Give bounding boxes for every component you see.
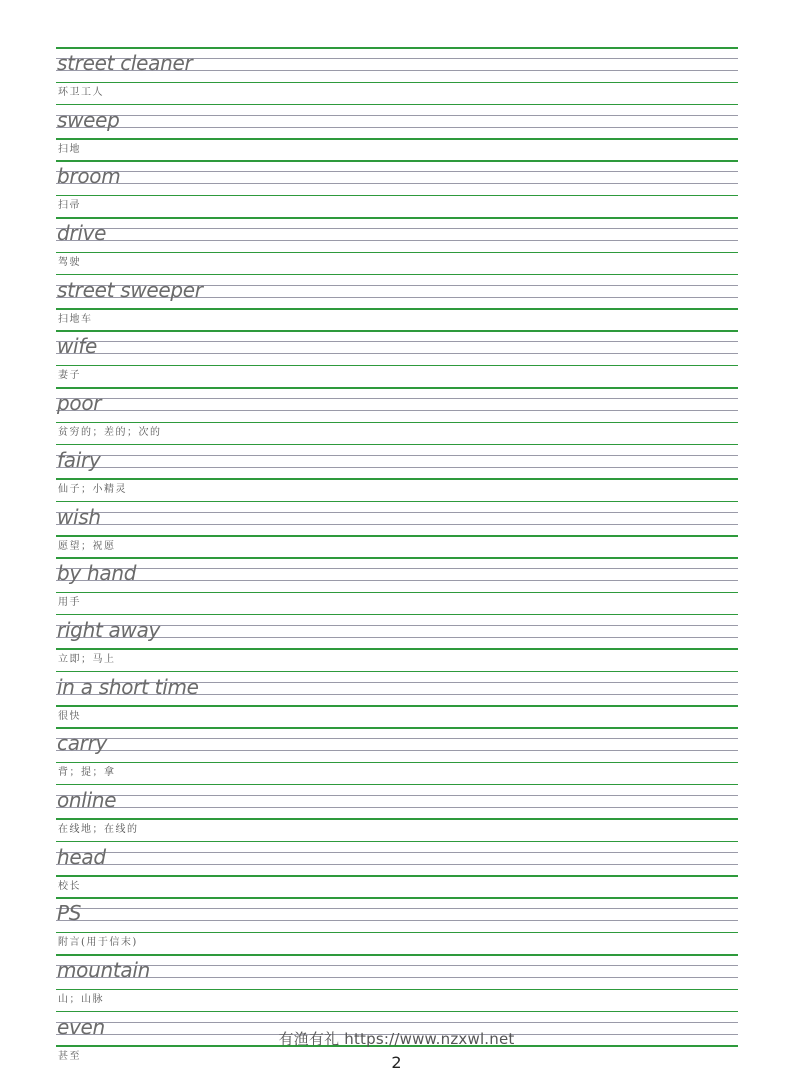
- writing-guide-lines: [56, 330, 738, 366]
- chinese-meaning: 山；山脉: [58, 994, 104, 1005]
- vocab-entry: [56, 160, 738, 217]
- vocab-entry: [56, 954, 738, 1011]
- guide-line-bottom: [56, 592, 738, 594]
- english-word: fairy: [57, 447, 101, 472]
- writing-guide-lines: [56, 784, 738, 820]
- guide-line-lower: [56, 864, 738, 865]
- guide-line-top: [56, 501, 738, 503]
- vocab-entry: [56, 671, 738, 728]
- guide-line-lower: [56, 410, 738, 411]
- watermark-text: 有渔有礼 https://www.nzxwl.net: [278, 1030, 515, 1048]
- guide-line-bottom: [56, 478, 738, 480]
- chinese-meaning: 立即；马上: [58, 653, 116, 665]
- guide-line-top: [56, 387, 738, 389]
- chinese-meaning: 校长: [58, 880, 81, 892]
- english-word: wish: [57, 504, 101, 529]
- writing-guide-lines: [56, 444, 738, 480]
- guide-line-upper: [56, 1022, 738, 1023]
- writing-guide-lines: [56, 897, 738, 933]
- guide-line-upper: [56, 115, 738, 116]
- chinese-meaning: 扫帚: [58, 200, 81, 212]
- guide-line-lower: [56, 467, 738, 468]
- page-number: 2: [391, 1053, 402, 1072]
- guide-line-top: [56, 217, 738, 219]
- guide-line-upper: [56, 795, 738, 796]
- english-word: street sweeper: [57, 277, 203, 302]
- chinese-meaning: 贫穷的；差的；次的: [58, 427, 162, 439]
- guide-line-top: [56, 47, 738, 49]
- vocab-entry: [56, 104, 738, 161]
- chinese-meaning: 扫地: [58, 143, 81, 155]
- chinese-meaning: 背；提；拿: [58, 767, 116, 779]
- chinese-meaning: 在线地；在线的: [58, 823, 139, 835]
- guide-line-bottom: [56, 762, 738, 764]
- vocab-entry: [56, 784, 738, 841]
- english-word: street cleaner: [57, 51, 193, 75]
- writing-guide-lines: [56, 501, 738, 537]
- guide-line-upper: [56, 738, 738, 739]
- guide-line-bottom: [56, 308, 738, 310]
- guide-line-top: [56, 1011, 738, 1013]
- chinese-meaning: 仙子；小精灵: [58, 483, 127, 495]
- vocab-entry: [56, 841, 738, 898]
- writing-guide-lines: [56, 841, 738, 877]
- guide-line-upper: [56, 171, 738, 172]
- guide-line-lower: [56, 183, 738, 184]
- chinese-meaning: 用手: [58, 597, 81, 609]
- vocab-entry: [56, 614, 738, 671]
- guide-line-lower: [56, 580, 738, 581]
- guide-line-bottom: [56, 195, 738, 197]
- guide-line-bottom: [56, 705, 738, 707]
- writing-guide-lines: [56, 954, 738, 990]
- chinese-meaning: 扫地车: [58, 313, 93, 325]
- guide-line-lower: [56, 353, 738, 354]
- vocabulary-sheet: [56, 47, 738, 1067]
- guide-line-bottom: [56, 818, 738, 820]
- guide-line-lower: [56, 127, 738, 128]
- guide-line-upper: [56, 341, 738, 342]
- guide-line-top: [56, 784, 738, 786]
- guide-line-bottom: [56, 138, 738, 140]
- guide-line-upper: [56, 852, 738, 853]
- english-word: mountain: [57, 958, 151, 982]
- guide-line-bottom: [56, 365, 738, 367]
- chinese-meaning: 甚至: [58, 1050, 81, 1062]
- guide-line-top: [56, 444, 738, 446]
- guide-line-bottom: [56, 422, 738, 424]
- guide-line-upper: [56, 398, 738, 399]
- english-word: even: [57, 1014, 105, 1039]
- chinese-meaning: 驾驶: [58, 257, 81, 269]
- chinese-meaning: 愿望；祝愿: [58, 540, 116, 552]
- guide-line-upper: [56, 568, 738, 569]
- vocab-entry: [56, 897, 738, 954]
- chinese-meaning: 环卫工人: [58, 87, 104, 98]
- writing-guide-lines: [56, 104, 738, 140]
- vocab-entry: [56, 387, 738, 444]
- guide-line-bottom: [56, 82, 738, 84]
- guide-line-upper: [56, 228, 738, 229]
- writing-guide-lines: [56, 387, 738, 423]
- chinese-meaning: 妻子: [58, 370, 81, 382]
- guide-line-lower: [56, 977, 738, 978]
- guide-line-upper: [56, 455, 738, 456]
- vocab-entry: [56, 274, 738, 331]
- chinese-meaning: 很快: [58, 710, 81, 722]
- guide-line-upper: [56, 908, 738, 909]
- vocab-entry: [56, 47, 738, 104]
- english-word: in a short time: [57, 674, 199, 699]
- english-word: drive: [57, 221, 107, 246]
- english-word: by hand: [57, 561, 137, 586]
- guide-line-lower: [56, 240, 738, 241]
- english-word: online: [57, 787, 117, 812]
- guide-line-bottom: [56, 648, 738, 650]
- guide-line-top: [56, 557, 738, 559]
- guide-line-top: [56, 897, 738, 899]
- guide-line-lower: [56, 524, 738, 525]
- guide-line-top: [56, 671, 738, 673]
- guide-line-top: [56, 330, 738, 332]
- writing-guide-lines: [56, 727, 738, 763]
- guide-line-bottom: [56, 252, 738, 254]
- vocab-entry: [56, 557, 738, 614]
- english-word: sweep: [57, 107, 120, 132]
- english-word: head: [57, 844, 106, 869]
- english-word: right away: [57, 617, 161, 642]
- writing-guide-lines: [56, 217, 738, 253]
- guide-line-top: [56, 841, 738, 843]
- guide-line-bottom: [56, 875, 738, 877]
- writing-guide-lines: [56, 557, 738, 593]
- guide-line-top: [56, 954, 738, 956]
- guide-line-lower: [56, 807, 738, 808]
- guide-line-upper: [56, 512, 738, 513]
- guide-line-upper: [56, 965, 738, 966]
- guide-line-top: [56, 160, 738, 162]
- english-word: carry: [57, 731, 108, 756]
- guide-line-bottom: [56, 932, 738, 934]
- guide-line-bottom: [56, 535, 738, 537]
- guide-line-bottom: [56, 989, 738, 991]
- vocab-entry: [56, 330, 738, 387]
- chinese-meaning: 附言(用于信末): [58, 937, 138, 949]
- vocab-entry: [56, 444, 738, 501]
- guide-line-top: [56, 614, 738, 616]
- vocab-entry: [56, 727, 738, 784]
- guide-line-top: [56, 274, 738, 276]
- english-word: PS: [57, 901, 82, 926]
- guide-line-lower: [56, 750, 738, 751]
- english-word: wife: [57, 334, 98, 359]
- english-word: broom: [57, 164, 121, 189]
- guide-line-lower: [56, 920, 738, 921]
- english-word: poor: [57, 391, 102, 416]
- guide-line-top: [56, 104, 738, 106]
- guide-line-top: [56, 727, 738, 729]
- vocab-entry: [56, 501, 738, 558]
- writing-guide-lines: [56, 160, 738, 196]
- vocab-entry: [56, 217, 738, 274]
